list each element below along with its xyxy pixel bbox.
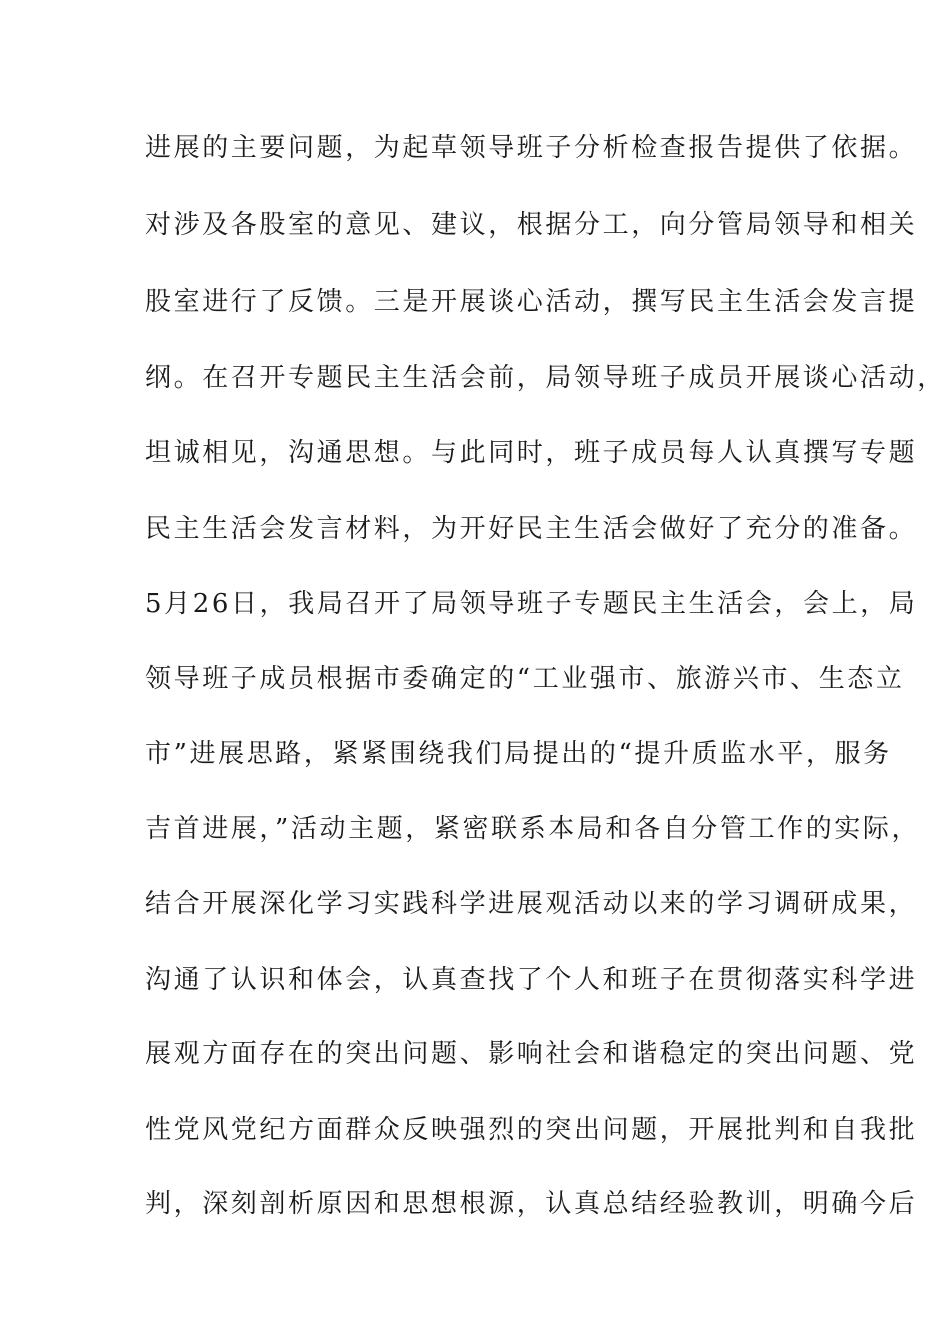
text-line: 民主生活会发言材料，为开好民主生活会做好了充分的准备。 xyxy=(145,514,918,544)
text-line: 市”进展思路，紧紧围绕我们局提出的“提升质监水平，服务 xyxy=(145,739,892,769)
text-line: 吉首进展，”活动主题，紧密联系本局和各自分管工作的实际， xyxy=(145,814,921,844)
text-line: 结合开展深化学习实践科学进展观活动以来的学习调研成果， xyxy=(145,889,918,919)
text-line: 5月26日，我局召开了局领导班子专题民主生活会，会上，局 xyxy=(145,589,918,619)
text-line: 坦诚相见，沟通思想。与此同时，班子成员每人认真撰写专题 xyxy=(145,438,918,468)
text-line: 性党风党纪方面群众反映强烈的突出问题，开展批判和自我批 xyxy=(145,1115,918,1145)
text-line: 判，深刻剖析原因和思想根源，认真总结经验教训，明确今后 xyxy=(145,1189,918,1219)
text-line: 领导班子成员根据市委确定的“工业强市、旅游兴市、生态立 xyxy=(145,664,905,694)
text-line: 进展的主要问题，为起草领导班子分析检查报告提供了依据。 xyxy=(145,133,918,163)
text-line: 沟通了认识和体会，认真查找了个人和班子在贯彻落实科学进 xyxy=(145,965,918,995)
text-line: 股室进行了反馈。三是开展谈心活动，撰写民主生活会发言提 xyxy=(145,287,918,317)
text-line: 纲。在召开专题民主生活会前，局领导班子成员开展谈心活动， xyxy=(145,363,946,393)
text-line: 对涉及各股室的意见、建议，根据分工，向分管局领导和相关 xyxy=(145,210,918,240)
text-line: 展观方面存在的突出问题、影响社会和谐稳定的突出问题、党 xyxy=(145,1039,918,1069)
